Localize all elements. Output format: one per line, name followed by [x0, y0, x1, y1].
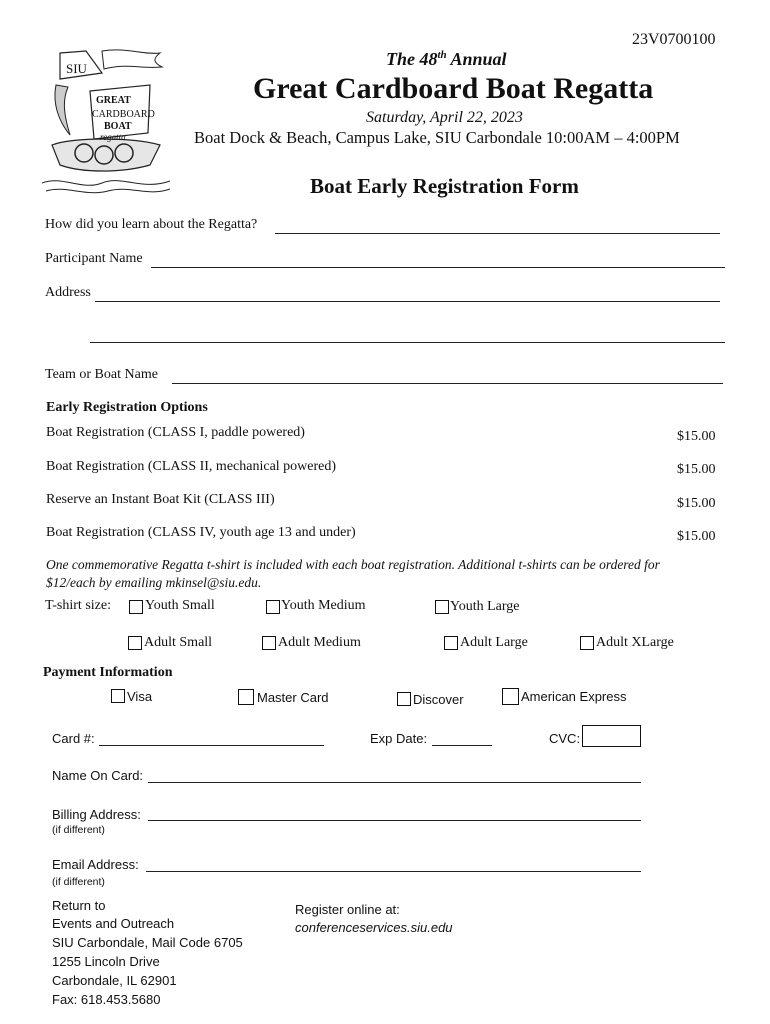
option-label-2[interactable]: Boat Registration (CLASS II, mechanical powered)	[46, 459, 337, 474]
learn-field[interactable]	[275, 233, 720, 234]
regatta-logo	[42, 45, 172, 197]
name-on-card-field[interactable]	[148, 782, 641, 783]
option-price-1: $15.00	[677, 429, 716, 444]
option-price-2: $15.00	[677, 462, 716, 477]
adult-xlarge-checkbox[interactable]	[580, 636, 594, 650]
name-on-card-label: Name On Card:	[52, 768, 144, 783]
adult-small-label: Adult Small	[144, 635, 213, 650]
youth-medium-checkbox[interactable]	[266, 600, 280, 614]
option-label-3[interactable]: Reserve an Instant Boat Kit (CLASS III)	[46, 492, 275, 507]
payment-heading: Payment Information	[43, 665, 173, 680]
exp-date-label: Exp Date:	[370, 731, 428, 746]
option-label-4[interactable]: Boat Registration (CLASS IV, youth age 13 and under)	[46, 525, 356, 540]
participant-label: Participant Name	[45, 251, 143, 266]
email-note: (if different)	[52, 876, 105, 888]
option-label-1[interactable]: Boat Registration (CLASS I, paddle powered)	[46, 425, 305, 440]
visa-checkbox[interactable]	[111, 689, 125, 703]
event-date: Saturday, April 22, 2023	[366, 109, 523, 126]
option-price-4: $15.00	[677, 529, 716, 544]
return-line-3: SIU Carbondale, Mail Code 6705	[52, 935, 243, 950]
exp-date-field[interactable]	[432, 745, 492, 746]
adult-medium-label: Adult Medium	[278, 635, 361, 650]
form-title: Boat Early Registration Form	[310, 174, 579, 198]
address-label: Address	[45, 285, 91, 300]
youth-large-checkbox[interactable]	[435, 600, 449, 614]
youth-small-checkbox[interactable]	[129, 600, 143, 614]
logo-great-text: GREAT	[96, 95, 131, 106]
register-online-label: Register online at:	[295, 902, 400, 917]
card-number-label: Card #:	[52, 731, 95, 746]
team-name-field[interactable]	[172, 383, 723, 384]
logo-boat-text: BOAT	[104, 121, 132, 132]
edition-number: The 48	[386, 49, 438, 69]
return-line-6: Fax: 618.453.5680	[52, 992, 161, 1007]
adult-medium-checkbox[interactable]	[262, 636, 276, 650]
learn-label: How did you learn about the Regatta?	[45, 217, 258, 232]
return-line-5: Carbondale, IL 62901	[52, 973, 177, 988]
address-field-line1[interactable]	[95, 301, 720, 302]
youth-large-label: Youth Large	[450, 599, 520, 614]
cvc-field[interactable]	[582, 725, 641, 747]
tshirt-size-label: T-shirt size:	[45, 598, 111, 613]
return-line-1: Return to	[52, 898, 106, 913]
option-price-3: $15.00	[677, 496, 716, 511]
return-line-4: 1255 Lincoln Drive	[52, 954, 160, 969]
email-address-field[interactable]	[146, 871, 641, 872]
options-heading: Early Registration Options	[46, 400, 208, 415]
billing-note: (if different)	[52, 824, 105, 836]
address-field-line2[interactable]	[90, 342, 725, 343]
adult-large-checkbox[interactable]	[444, 636, 458, 650]
mastercard-label: Master Card	[257, 690, 329, 705]
register-online-link[interactable]: conferenceservices.siu.edu	[295, 920, 453, 935]
tshirt-note-line1: One commemorative Regatta t-shirt is included with each boat registration. Additional t-shirts can be ordered for	[46, 557, 660, 572]
edition-line	[386, 49, 507, 70]
adult-large-label: Adult Large	[460, 635, 528, 650]
return-line-2: Events and Outreach	[52, 916, 175, 931]
discover-label: Discover	[413, 692, 464, 707]
document-id: 23V0700100	[632, 31, 716, 48]
youth-small-label: Youth Small	[145, 598, 215, 613]
team-label: Team or Boat Name	[45, 367, 158, 382]
email-address-label: Email Address:	[52, 857, 139, 872]
card-number-field[interactable]	[99, 745, 324, 746]
billing-address-field[interactable]	[148, 820, 641, 821]
amex-checkbox[interactable]	[502, 688, 519, 705]
edition-superscript: th	[437, 49, 447, 61]
amex-label: American Express	[521, 689, 627, 704]
cvc-label: CVC:	[549, 731, 581, 746]
discover-checkbox[interactable]	[397, 692, 411, 706]
tshirt-note-line2: $12/each by emailing mkinsel@siu.edu.	[46, 575, 262, 590]
youth-medium-label: Youth Medium	[281, 598, 366, 613]
visa-label: Visa	[127, 689, 153, 704]
edition-suffix: Annual	[446, 49, 507, 69]
mastercard-checkbox[interactable]	[238, 689, 254, 705]
adult-small-checkbox[interactable]	[128, 636, 142, 650]
page-title: Great Cardboard Boat Regatta	[253, 72, 654, 105]
logo-cardboard-text: CARDBOARD	[92, 109, 155, 120]
adult-xlarge-label: Adult XLarge	[596, 635, 674, 650]
logo-regatta-text: regatta	[100, 132, 126, 142]
event-location: Boat Dock & Beach, Campus Lake, SIU Carbondale 10:00AM – 4:00PM	[194, 128, 680, 147]
participant-name-field[interactable]	[151, 267, 725, 268]
logo-siu-text: SIU	[66, 61, 87, 76]
billing-address-label: Billing Address:	[52, 807, 141, 822]
